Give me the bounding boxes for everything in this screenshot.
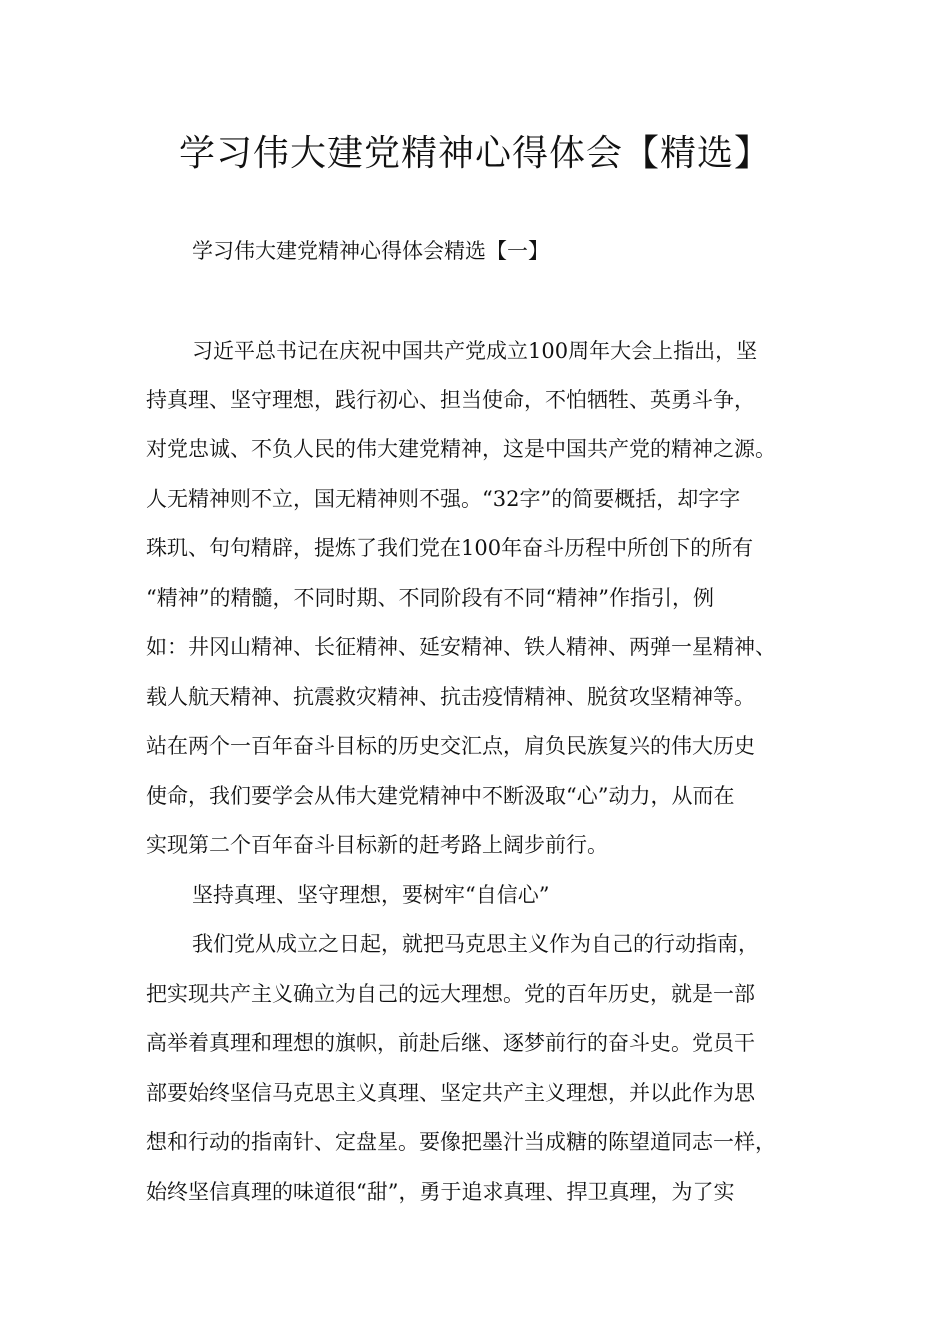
body-line-4: 人无精神则不立，国无精神则不强。“32字”的简要概括，却字字 [146,487,741,511]
body-line-5: 珠玑、句句精辟，提炼了我们党在100年奋斗历程中所创下的所有 [146,536,754,560]
section-heading: 坚持真理、坚守理想，要树牢“自信心” [192,883,550,907]
body-line-14: 把实现共产主义确立为自己的远大理想。党的百年历史，就是一部 [146,982,755,1006]
body-line-17: 想和行动的指南针、定盘星。要像把墨汁当成糖的陈望道同志一样， [146,1130,776,1154]
body-line-18: 始终坚信真理的味道很“甜”，勇于追求真理、捍卫真理，为了实 [146,1180,735,1204]
document-title: 学习伟大建党精神心得体会【精选】 [178,133,771,174]
body-line-6: “精神”的精髓，不同时期、不同阶段有不同“精神”作指引，例 [146,586,714,610]
body-line-13: 我们党从成立之日起，就把马克思主义作为自己的行动指南， [192,932,759,956]
body-line-3: 对党忠诚、不负人民的伟大建党精神，这是中国共产党的精神之源。 [146,437,776,461]
body-line-7: 如：井冈山精神、长征精神、延安精神、铁人精神、两弹一星精神、 [146,635,776,659]
body-line-2: 持真理、坚守理想，践行初心、担当使命，不怕牺牲、英勇斗争， [146,388,755,412]
body-line-15: 高举着真理和理想的旗帜，前赴后继、逐梦前行的奋斗史。党员干 [146,1031,755,1055]
body-line-11: 实现第二个百年奋斗目标新的赶考路上阔步前行。 [146,833,608,857]
body-line-9: 站在两个一百年奋斗目标的历史交汇点，肩负民族复兴的伟大历史 [146,734,755,758]
body-line-1: 习近平总书记在庆祝中国共产党成立100周年大会上指出，坚 [192,339,758,363]
body-line-8: 载人航天精神、抗震救灾精神、抗击疫情精神、脱贫攻坚精神等。 [146,685,755,709]
body-line-10: 使命，我们要学会从伟大建党精神中不断汲取“心”动力，从而在 [146,784,735,808]
body-line-16: 部要始终坚信马克思主义真理、坚定共产主义理想，并以此作为思 [146,1081,755,1105]
section-subtitle: 学习伟大建党精神心得体会精选【一】 [192,239,549,263]
